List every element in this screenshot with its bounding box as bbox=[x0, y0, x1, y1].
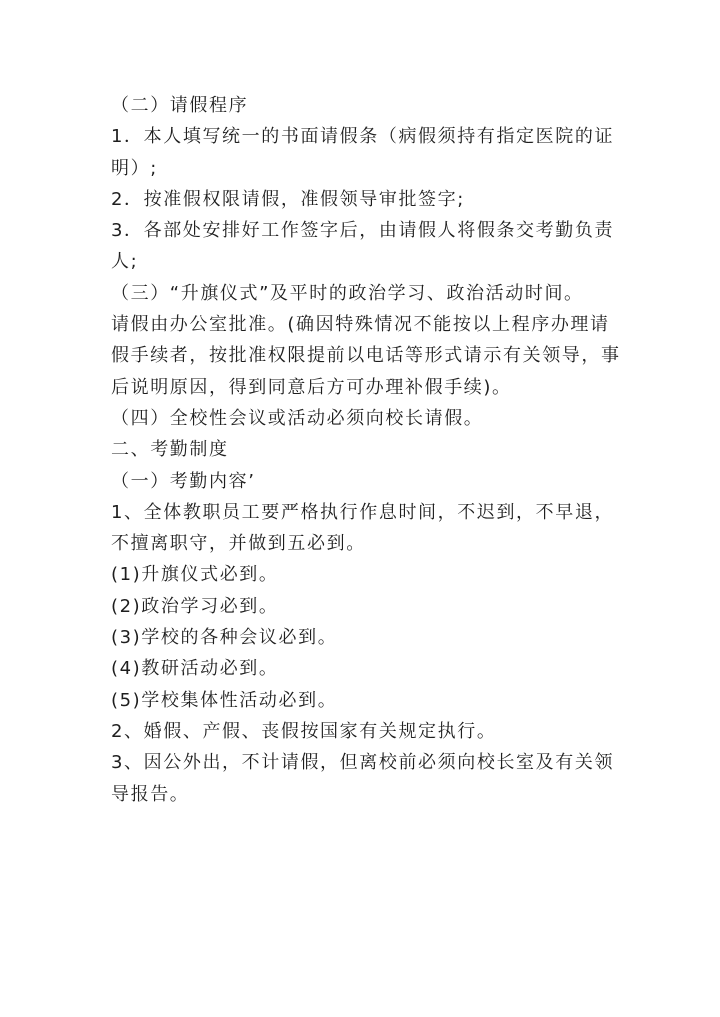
text-line: 3、因公外出，不计请假，但离校前必须向校长室及有关领 bbox=[111, 752, 615, 774]
text-line: 1、全体教职员工要严格执行作息时间，不迟到，不早退， bbox=[111, 501, 615, 523]
text-line: 1．本人填写统一的书面请假条（病假须持有指定医院的证 bbox=[111, 126, 615, 148]
text-line: 请假由办公室批准。(确因特殊情况不能按以上程序办理请 bbox=[111, 314, 610, 336]
text-line: 后说明原因，得到同意后方可办理补假手续)。 bbox=[111, 376, 512, 398]
text-line: 导报告。 bbox=[111, 783, 190, 805]
section-heading-flag-ceremony: （三）“升旗仪式”及平时的政治学习、政治活动时间。 bbox=[111, 282, 584, 304]
document-body bbox=[111, 90, 621, 810]
section-heading-leave-procedure: （二）请假程序 bbox=[111, 95, 249, 116]
section-heading-attendance-content: （一）考勤内容’ bbox=[111, 470, 256, 492]
list-item: (3)学校的各种会议必到。 bbox=[111, 627, 338, 649]
list-item: (2)政治学习必到。 bbox=[111, 595, 279, 617]
list-item: (5)学校集体性活动必到。 bbox=[111, 689, 338, 711]
text-line: 3．各部处安排好工作签字后，由请假人将假条交考勤负责 bbox=[111, 220, 615, 242]
text-line: 人; bbox=[111, 251, 139, 273]
section-heading-attendance-system: 二、考勤制度 bbox=[111, 439, 229, 461]
section-heading-school-meetings: （四）全校性会议或活动必须向校长请假。 bbox=[111, 407, 484, 429]
text-line: 2、婚假、产假、丧假按国家有关规定执行。 bbox=[111, 720, 497, 742]
text-line: 明）; bbox=[111, 157, 158, 179]
text-line: 假手续者，按批准权限提前以电话等形式请示有关领导，事 bbox=[111, 345, 621, 367]
text-line: 2．按准假权限请假，准假领导审批签字; bbox=[111, 188, 465, 210]
list-item: (4)教研活动必到。 bbox=[111, 658, 279, 680]
list-item: (1)升旗仪式必到。 bbox=[111, 564, 279, 586]
text-line: 不擅离职守，并做到五必到。 bbox=[111, 533, 366, 555]
